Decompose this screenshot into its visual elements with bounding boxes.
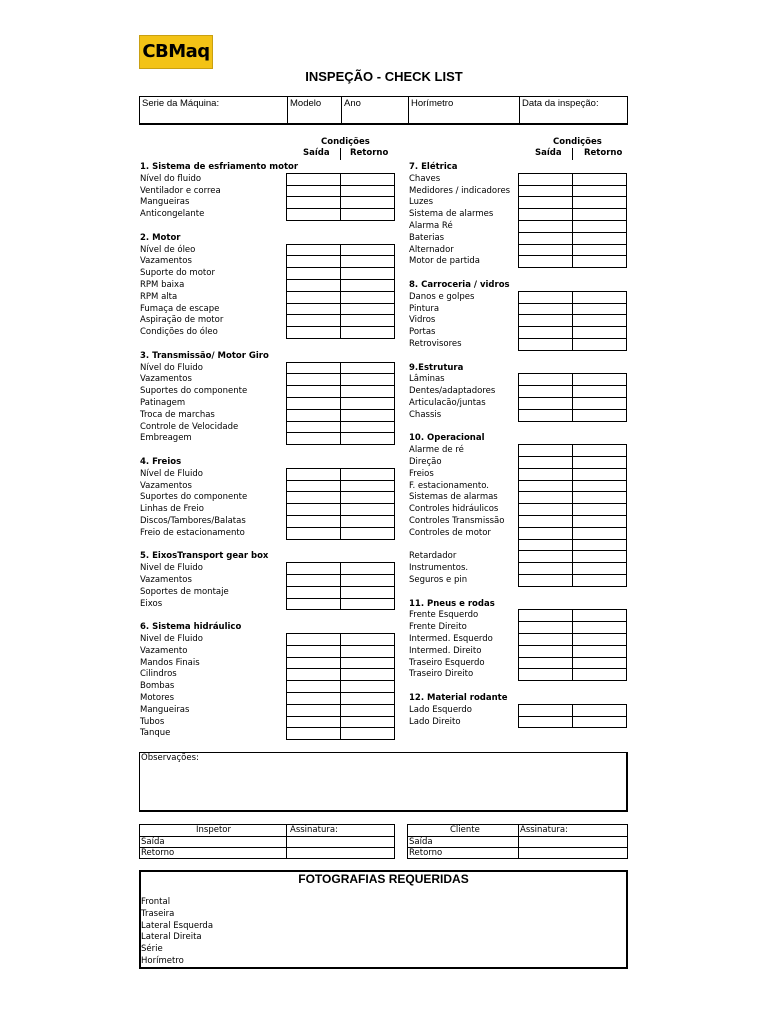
checklist-item-label: Alternador [409,244,454,255]
condition-exit-cell[interactable] [518,574,573,587]
checklist-item-label: Mangueiras [140,704,190,715]
inspector-row-divider-1 [139,836,395,837]
left-section-title: 4. Freios [140,457,182,467]
required-photos-box [139,870,628,969]
left-section-title: 6. Sistema hidráulico [140,622,242,633]
exit-heading-left: Saída [303,148,330,158]
inspector-signature-table [139,824,395,859]
right-section-title: 12. Material rodante [409,693,508,703]
checklist-item-label: Nivel de Fluido [140,634,203,644]
condition-exit-cell[interactable] [286,432,341,445]
checklist-item-label: Lado Direito [409,716,461,727]
checklist-item-label: Motor de partida [409,256,480,267]
client-signature-label: Assinatura: [520,825,568,835]
page-title: INSPEÇÃO - CHECK LIST [305,69,463,84]
right-section-title: 11. Pneus e rodas [409,598,495,609]
inspector-col-divider [286,824,287,859]
photo-item-label: Frontal [141,897,171,907]
condition-return-cell[interactable] [572,668,627,681]
inspector-label: Inspetor [196,825,231,835]
serial-field[interactable]: Serie da Máquina: [142,98,220,109]
year-field[interactable]: Ano [341,97,408,123]
checklist-item-label: Nível do fluido [140,173,202,184]
return-heading-left: Retorno [350,148,389,158]
checklist-item-label: RPM alta [140,291,178,302]
checklist-item-label: Nível de óleo [140,244,196,255]
condition-return-cell[interactable] [340,598,395,611]
checklist-item-label: Nível do Fluido [140,362,203,373]
condition-return-cell[interactable] [572,716,627,729]
condition-exit-cell[interactable] [286,208,341,221]
checklist-item-label: Lâminas [409,374,445,385]
conditions-heading-right: Condições [553,137,602,147]
checklist-item-label: Fumaça de escape [140,303,220,314]
checklist-item-label: Mandos Finais [140,657,200,668]
photo-item-label: Lateral Esquerda [141,920,214,931]
checklist-item-label: Intermed. Esquerdo [409,634,493,644]
checklist-item-label: RPM baixa [140,280,185,290]
condition-exit-cell[interactable] [518,255,573,268]
checklist-item-label: Direção [409,457,442,467]
left-section-title: 3. Transmissão/ Motor Giro [140,350,269,361]
checklist-item-label: Soportes de montaje [140,586,229,597]
checklist-item-label: Linhas de Freio [140,504,204,515]
checklist-item-label: Articulacão/juntas [409,398,486,408]
client-row-divider-1 [407,836,628,837]
left-section-title: 5. EixosTransport gear box [140,551,269,562]
client-col-divider [518,824,519,859]
checklist-item-label: Pintura [409,303,440,314]
checklist-item-label: Vazamentos [140,575,192,585]
checklist-item-label: Controles de motor [409,527,491,538]
checklist-item-label: Patinagem [140,398,186,408]
model-field[interactable]: Modelo [287,97,341,123]
condition-return-cell[interactable] [340,727,395,740]
machine-info-header [139,96,628,125]
checklist-item-label: Nível de Fluido [140,468,203,479]
checklist-item-label: Freio de estacionamento [140,527,245,538]
checklist-item-label: Bombas [140,681,175,692]
checklist-item-label: Controle de Velocidade [140,421,239,432]
return-heading-right: Retorno [584,148,623,158]
inspector-signature-label: Assinatura: [290,825,338,835]
checklist-item-label: Controles hidráulicos [409,504,499,515]
photo-item-label: Horímetro [141,956,184,966]
checklist-item-label: Retrovisores [409,339,462,349]
photo-item-label: Traseira [141,908,175,919]
checklist-item-label: Freios [409,468,434,479]
checklist-item-label: Eixos [140,598,163,609]
left-section-title: 2. Motor [140,232,181,243]
checklist-item-label: Mangueiras [140,197,190,208]
checklist-item-label: Vidros [409,315,436,326]
right-section-title: 7. Elétrica [409,162,458,172]
checklist-item-label: Dentes/adaptadores [409,386,496,397]
checklist-item-label: Seguros e pin [409,575,468,585]
checklist-item-label: Suportes do componente [140,386,248,397]
checklist-item-label: Aspiração de motor [140,315,224,326]
checklist-item-label: Baterias [409,232,445,243]
condition-exit-cell[interactable] [286,326,341,339]
checklist-item-label: Discos/Tambores/Balatas [140,516,246,526]
checklist-item-label: Ventilador e correa [140,185,221,196]
checklist-item-label: Retardador [409,551,457,562]
checklist-item-label: Alarma Ré [409,221,453,231]
checklist-item-label: Danos e golpes [409,291,475,302]
client-label: Cliente [450,825,480,835]
checklist-item-label: Tanque [140,728,171,739]
conditions-divider-left [340,148,341,160]
checklist-item-label: Frente Direito [409,622,467,633]
checklist-item-label: Vazamentos [140,374,192,385]
checklist-item-label: Sistema de alarmes [409,209,494,220]
checklist-item-label: Chassis [409,409,442,420]
checklist-item-label: Lado Esquerdo [409,704,472,715]
checklist-item-label: Controles Transmissão [409,516,505,526]
checklist-item-label: Condições do óleo [140,327,218,338]
logo-text: CBMaq [142,41,210,62]
observations-label: Observações: [141,753,199,763]
checklist-item-label: Motores [140,693,175,703]
checklist-item-label: Nivel de Fluido [140,563,203,574]
checklist-item-label: Portas [409,327,436,338]
checklist-item-label: Vazamentos [140,256,192,267]
checklist-item-label: Tubos [140,716,165,727]
checklist-item-label: Suporte do motor [140,268,215,279]
checklist-item-label: Traseiro Direito [409,669,474,680]
exit-heading-right: Saída [535,148,562,158]
left-section-title: 1. Sistema de esfriamento motor [140,162,299,172]
client-exit-label: Saída [409,837,433,847]
inspector-exit-label: Saída [141,837,165,847]
checklist-item-label: Traseiro Esquerdo [409,657,485,668]
checklist-item-label: Frente Esquerdo [409,610,479,621]
condition-return-cell[interactable] [572,338,627,351]
condition-exit-cell[interactable] [518,716,573,729]
right-section-title: 9.Estrutura [409,362,464,373]
checklist-item-label: Intermed. Direito [409,645,482,656]
client-return-label: Retorno [409,848,443,858]
checklist-item-label: Troca de marchas [140,409,215,420]
hour-meter-field[interactable]: Horímetro [408,97,519,123]
observations-box[interactable] [139,752,628,812]
condition-exit-cell[interactable] [518,409,573,422]
checklist-item-label: Instrumentos. [409,563,469,574]
condition-exit-cell[interactable] [286,527,341,540]
condition-exit-cell[interactable] [518,668,573,681]
client-signature-table [407,824,628,859]
conditions-heading-left: Condições [321,137,370,147]
checklist-item-label: Chaves [409,173,441,184]
inspector-return-label: Retorno [141,848,175,858]
checklist-item-label: Cilindros [140,669,177,680]
client-row-divider-2 [407,847,628,848]
checklist-item-label: Medidores / indicadores [409,185,511,196]
condition-return-cell[interactable] [572,574,627,587]
right-section-title: 10. Operacional [409,433,485,444]
checklist-item-label: Vazamento [140,645,188,656]
checklist-item-label: Alarme de ré [409,445,464,456]
right-section-title: 8. Carroceria / vidros [409,280,510,290]
condition-return-cell[interactable] [340,208,395,221]
checklist-item-label: Anticongelante [140,209,205,220]
checklist-item-label: Vazamentos [140,480,192,491]
inspector-row-divider-2 [139,847,395,848]
condition-return-cell[interactable] [572,409,627,422]
condition-exit-cell[interactable] [286,727,341,740]
conditions-divider-right [572,148,573,160]
photo-item-label: Série [141,944,163,955]
condition-return-cell[interactable] [572,255,627,268]
photo-item-label: Lateral Direita [141,932,202,943]
checklist-item-label: Sistemas de alarmas [409,492,498,503]
checklist-item-label: Luzes [409,197,434,208]
company-logo [139,35,213,69]
inspection-date-field[interactable]: Data da inspeção: [519,97,629,123]
condition-return-cell[interactable] [340,432,395,445]
condition-return-cell[interactable] [340,527,395,540]
photos-title: FOTOGRAFIAS REQUERIDAS [298,872,469,886]
condition-return-cell[interactable] [340,326,395,339]
checklist-item-label: Embreagem [140,433,192,444]
condition-exit-cell[interactable] [518,338,573,351]
condition-exit-cell[interactable] [286,598,341,611]
checklist-item-label: F. estacionamento. [409,480,489,491]
checklist-item-label: Suportes do componente [140,492,248,503]
